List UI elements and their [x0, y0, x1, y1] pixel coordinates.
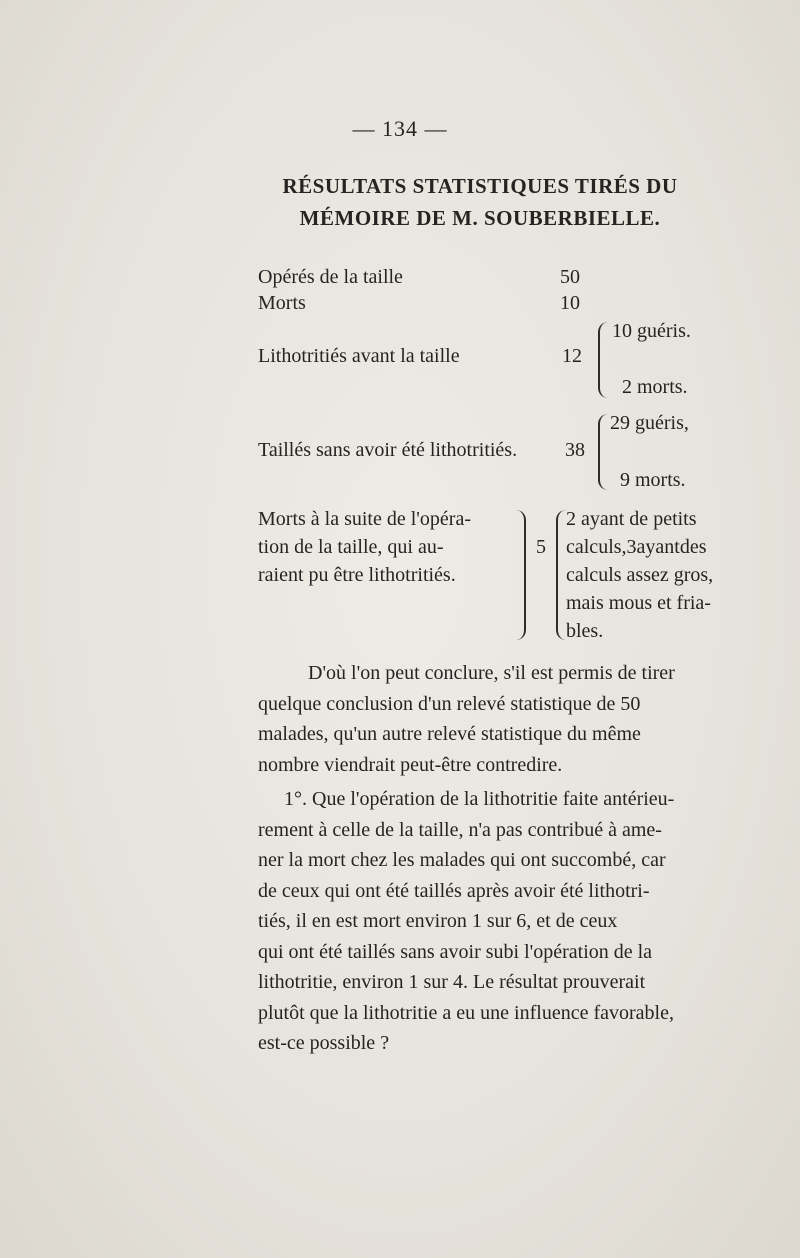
- morts-suite-brace-right: [556, 510, 566, 640]
- morts-suite-detail-4: mais mous et fria-: [566, 592, 711, 614]
- lithotrities-value: 12: [562, 345, 582, 367]
- morts-suite-value: 5: [536, 536, 546, 558]
- para2-line-9: est-ce possible ?: [258, 1032, 390, 1054]
- para2-line-2: rement à celle de la taille, n'a pas contribué à ame-: [258, 818, 662, 841]
- para2-line-8: plutôt que la lithotritie a eu une influence favorable,: [258, 1001, 674, 1024]
- page-number: — 134 —: [352, 116, 448, 141]
- morts-suite-detail-5: bles.: [566, 620, 604, 642]
- title-line-2: MÉMOIRE DE M. SOUBERBIELLE.: [299, 206, 661, 230]
- morts-suite-detail-3: calculs assez gros,: [566, 564, 714, 586]
- paragraph-conclusion: [258, 658, 730, 780]
- para1-line-1: D'où l'on peut conclure, s'il est permis de tirer: [308, 662, 675, 684]
- lithotrities-gueris: 10 guéris.: [612, 320, 691, 342]
- morts-label: Morts: [258, 292, 306, 314]
- para2-line-6: qui ont été taillés sans avoir subi l'opération de la: [258, 940, 653, 963]
- tailles-value: 38: [565, 439, 585, 461]
- lithotrities-morts: 2 morts.: [622, 376, 688, 398]
- lithotrities-brace: [598, 322, 608, 398]
- para2-line-1: 1°. Que l'opération de la lithotritie faite antérieu-: [284, 788, 675, 810]
- para2-line-7: lithotritie, environ 1 sur 4. Le résultat prouverait: [258, 971, 646, 993]
- morts-suite-detail-1: 2 ayant de petits: [566, 508, 697, 530]
- lithotrities-label: Lithotritiés avant la taille: [258, 345, 460, 367]
- para2-line-5: tiés, il en est mort environ 1 sur 6, et de ceux: [258, 910, 618, 932]
- para2-line-3: ner la mort chez les malades qui ont succombé, car: [258, 849, 666, 871]
- morts-suite-detail-2: calculs,3ayantdes: [566, 536, 707, 558]
- morts-suite-label-1: Morts à la suite de l'opéra-: [258, 508, 471, 530]
- tailles-brace: [598, 414, 608, 490]
- operes-label: Opérés de la taille: [258, 266, 403, 288]
- tailles-label: Taillés sans avoir été lithotritiés.: [258, 439, 518, 461]
- tailles-morts: 9 morts.: [620, 469, 686, 491]
- para1-line-2: quelque conclusion d'un relevé statistique de 50: [258, 692, 641, 715]
- title-line-1: RÉSULTATS STATISTIQUES TIRÉS DU: [282, 174, 678, 198]
- morts-suite-label-2: tion de la taille, qui au-: [258, 536, 444, 558]
- paragraph-point-1: [258, 784, 730, 1059]
- para2-line-4: de ceux qui ont été taillés après avoir été lithotri-: [258, 879, 650, 902]
- tailles-gueris: 29 guéris,: [610, 412, 689, 434]
- para1-line-3: malades, qu'un autre relevé statistique du même: [258, 723, 641, 745]
- morts-suite-label-3: raient pu être lithotritiés.: [258, 564, 456, 586]
- morts-suite-brace-left: [516, 510, 526, 640]
- operes-value: 50: [560, 266, 580, 288]
- morts-value: 10: [560, 292, 580, 314]
- para1-line-4: nombre viendrait peut-être contredire.: [258, 753, 563, 776]
